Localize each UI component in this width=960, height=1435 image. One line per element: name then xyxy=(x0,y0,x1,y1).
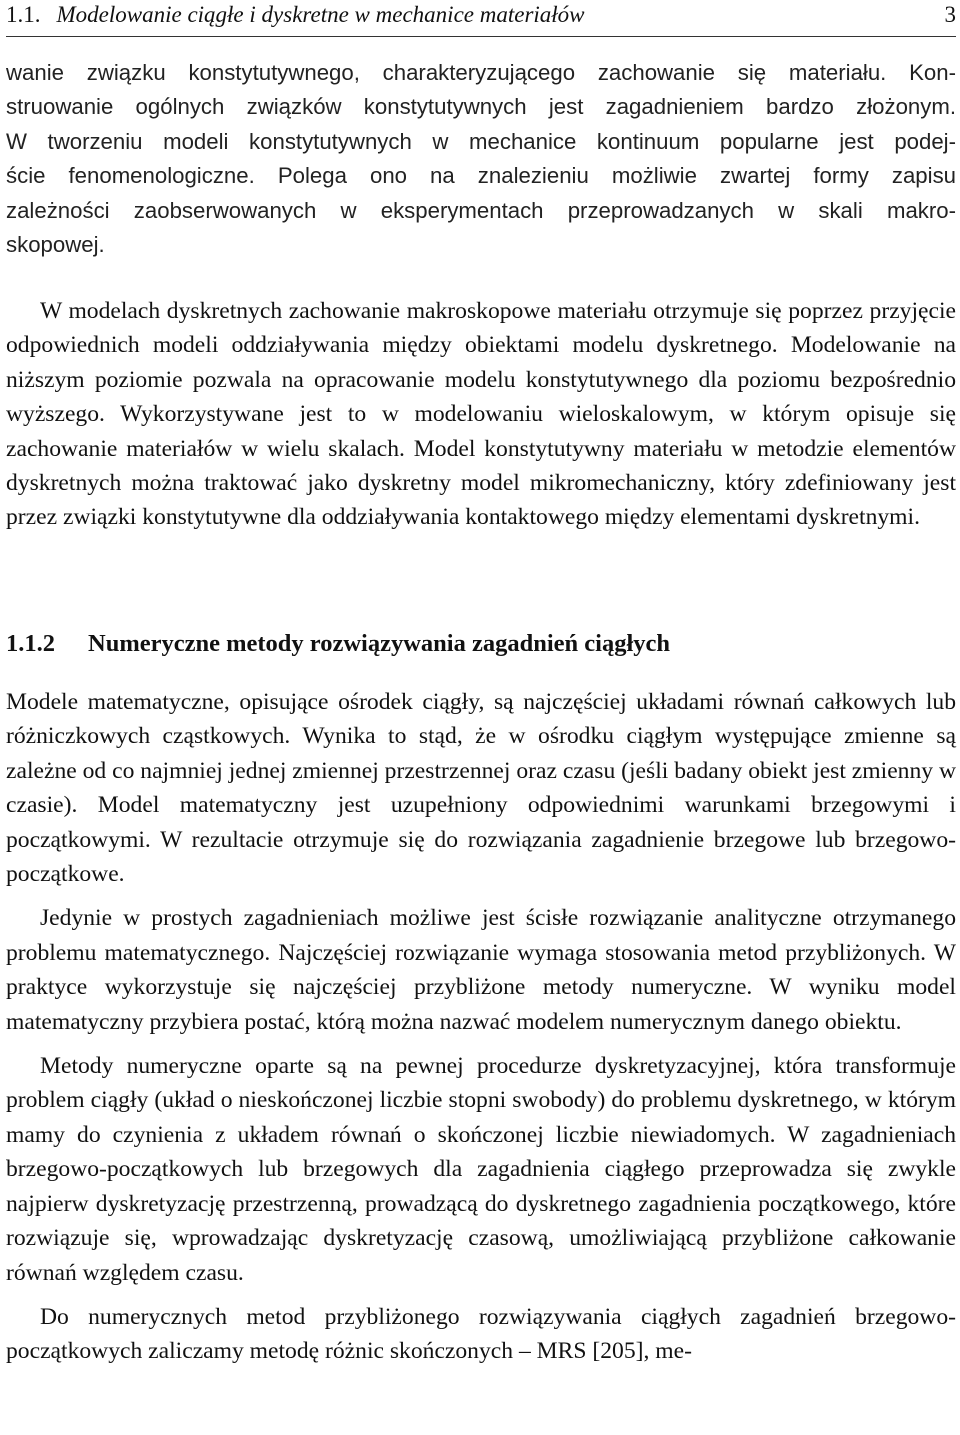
header-section-title: Modelowanie ciągłe i dyskretne w mechanice materiałów xyxy=(56,2,585,27)
section-number: 1.1.2 xyxy=(6,630,55,657)
paragraph-block xyxy=(6,294,956,535)
line-part: Polega ono na znalezieniu możliwie zwartej formy zapisu xyxy=(254,163,956,189)
paragraph-continuation xyxy=(6,56,956,262)
paragraph: Metody numeryczne oparte są na pewnej procedurze dyskretyzacyjnej, która transformuje problem ciągły (układ o nieskończonej liczbie stopni swobody) do problemu dyskretnego, w którym mamy do czynienia z układem równań o skończonej liczbie niewiadomych. W zagadnieniach brzegowo-początkowych lub brzegowych dla zagadnienia ciągłego przeprowadza się zwykle najpierw dyskretyzację przestrzenną, prowadzącą do dyskretnego zagadnienia początkowego, które rozwiązuje się, wprowadzając dyskretyzację czasową, umożliwiającą przybliżone całkowanie równań względem czasu. xyxy=(6,1053,956,1286)
paragraph: W modelach dyskretnych zachowanie makroskopowe materiału otrzymuje się poprzez przyjęcie odpowiednich modeli oddziaływania między obiektami modelu dyskretnego. Modelowanie na niższym poziomie pozwala na opracowanie modelu konstytutywnego dla poziomu bezpośrednio wyższego. Wykorzystywane jest to w modelowaniu wieloskalowym, w którym opisuje się zachowanie materiałów w wielu skalach. Model konstytutywny materiału w metodzie elementów dyskretnych można traktować jako dyskretny model mikromechaniczny, który zdefiniowany jest przez związki konstytutywne dla oddziaływania kontaktowego między elementami dyskretnymi. xyxy=(6,298,956,531)
line: W tworzeniu modeli konstytutywnych w mechanice kontinuum popularne jest podej- xyxy=(6,128,956,154)
line-part: ście fenomenologiczne. xyxy=(6,163,255,189)
line: wanie związku konstytutywnego, charakteryzującego zachowanie się materiału. Kon- xyxy=(6,60,956,85)
section-body xyxy=(6,685,956,1369)
paragraph: Modele matematyczne, opisujące ośrodek ciągły, są najczęściej układami równań całkowych lub różniczkowych cząstkowych. Wynika to stąd, że w ośrodku ciągłym występujące zmienne są zależne od co najmniej jednej zmiennej przestrzennej oraz czasu (jeśli badany obiekt jest zmienny w czasie). Model matematyczny jest uzupełniony odpowiednimi warunkami brzegowymi i początkowymi. W rezultacie otrzymuje się do rozwiązania zagadnienie brzegowe lub brzegowo-początkowe. xyxy=(6,689,956,888)
header-section-number: 1.1. xyxy=(6,2,41,27)
paragraph: Jedynie w prostych zagadnieniach możliwe jest ścisłe rozwiązanie analityczne otrzymanego problemu matematycznego. Najczęściej rozwiązanie wymaga stosowania metod przybliżonych. W praktyce wykorzystuje się najczęściej przybliżone metody numeryczne. W wyniku model matematyczny przybiera postać, którą można nazwać modelem numerycznym danego obiektu. xyxy=(6,905,956,1035)
paragraph: Do numerycznych metod przybliżonego rozwiązywania ciągłych zagadnień brzegowo-początkowych zaliczamy metodę różnic skończonych – MRS [205], me- xyxy=(6,1303,956,1365)
page xyxy=(6,0,956,1365)
paragraph-sans xyxy=(6,56,956,262)
running-header xyxy=(6,0,956,37)
section-title: Numeryczne metody rozwiązywania zagadnień ciągłych xyxy=(88,630,671,657)
line-mixed xyxy=(6,159,956,193)
section-heading xyxy=(6,630,670,658)
line: struowanie ogólnych związków konstytutywnych jest zagadnieniem bardzo złożonym. xyxy=(6,94,956,120)
page-number: 3 xyxy=(944,2,956,27)
line: zależności zaobserwowanych w eksperymentach przeprowadzanych w skali makro- xyxy=(6,197,956,223)
line: skopowej. xyxy=(6,232,105,258)
